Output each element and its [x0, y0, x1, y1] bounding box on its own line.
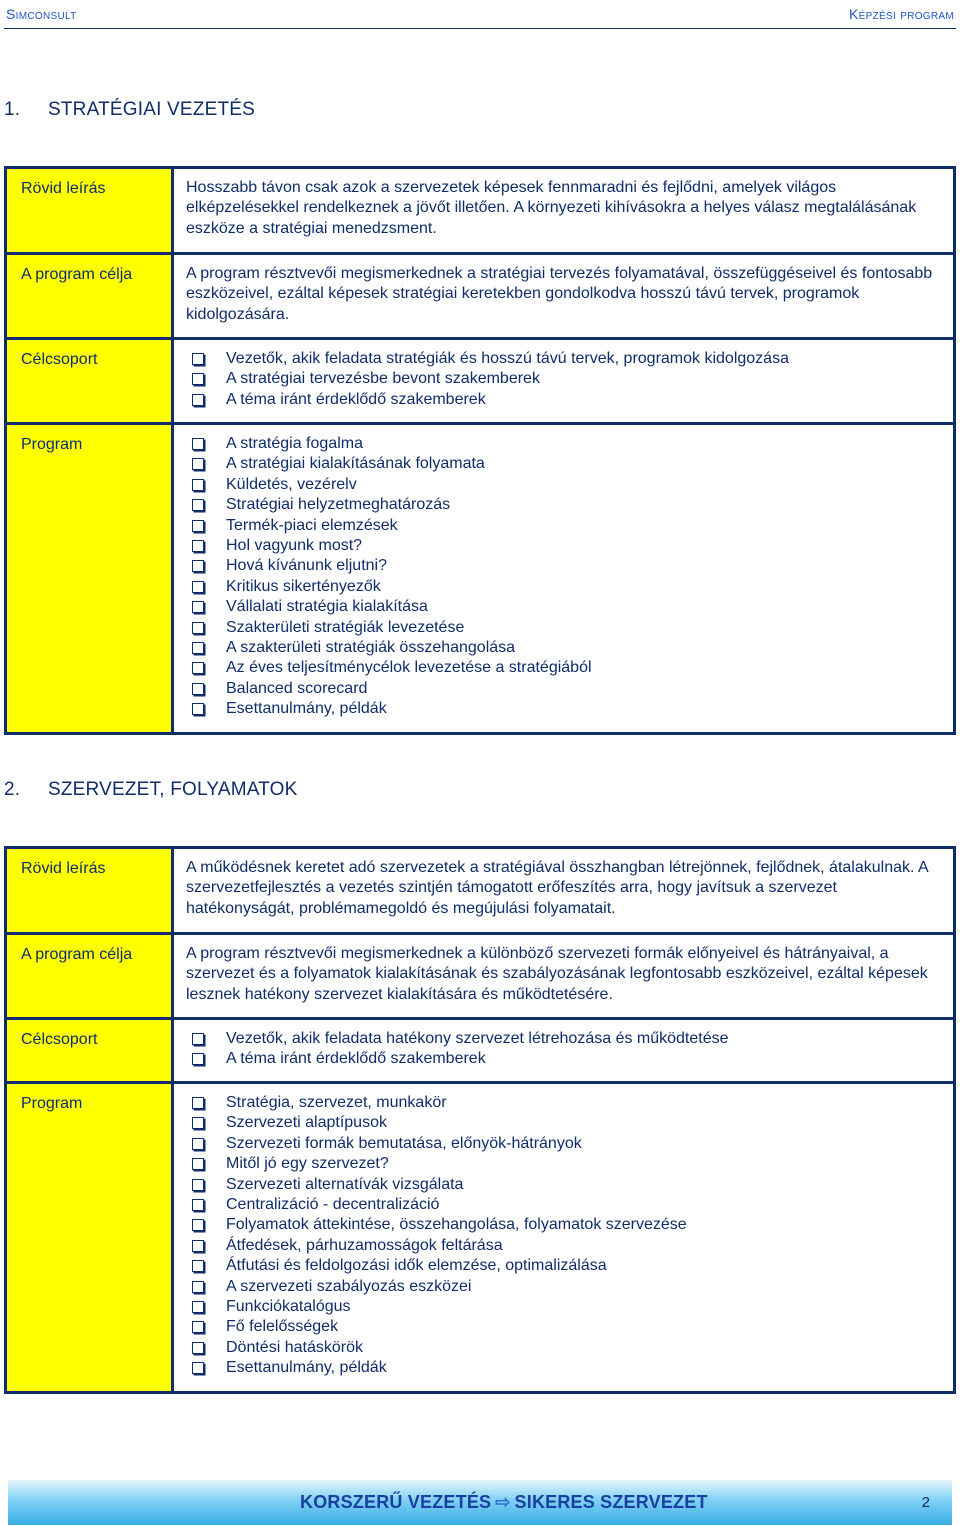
list-item-text: A stratégia fogalma [226, 435, 363, 452]
list-item [186, 1317, 935, 1337]
row-label: Célcsoport [6, 339, 173, 424]
footer-slogan [300, 1492, 708, 1513]
checkbox-bullet-icon [192, 1321, 204, 1333]
checkbox-bullet-icon [192, 499, 204, 511]
list-item-text: Stratégia, szervezet, munkakör [226, 1094, 447, 1111]
checkbox-bullet-icon [192, 683, 204, 695]
list-item [186, 679, 935, 699]
checkbox-list [186, 1029, 935, 1070]
list-item-text: Küldetés, vezérelv [226, 475, 357, 493]
list-item [186, 1029, 935, 1049]
checkbox-bullet-icon [192, 1179, 204, 1191]
checkbox-bullet-icon [192, 1219, 204, 1231]
document-type: Képzési program [849, 6, 954, 22]
row-text: Hosszabb távon csak azok a szervezetek képesek fennmaradni és fejlődni, amelyek világos elképzelésekkel rendelkeznek a jövőt illetően. A környezeti kihívásokra a helyes válasz megtalálásának eszköze a stratégiai menedzsment. [173, 168, 955, 254]
checkbox-bullet-icon [192, 1342, 204, 1354]
row-target-group [6, 339, 955, 424]
checkbox-list [186, 434, 935, 720]
list-item-text: Centralizáció - decentralizáció [226, 1196, 440, 1214]
list-item [186, 1175, 935, 1195]
checkbox-bullet-icon [192, 540, 204, 552]
list-item [186, 638, 935, 658]
list-item [186, 658, 935, 678]
section-number: 2. [4, 779, 21, 800]
list-item [186, 495, 935, 515]
list-item [186, 1113, 935, 1133]
list-item [186, 434, 935, 454]
checkbox-bullet-icon [192, 1260, 204, 1272]
list-item-text: Folyamatok áttekintése, összehangolása, folyamatok szervezése [226, 1216, 687, 1234]
arrow-right-icon: ⇨ [495, 1492, 511, 1512]
list-item [186, 1338, 935, 1358]
checkbox-bullet-icon [192, 601, 204, 613]
list-item-text: Szervezeti alaptípusok [226, 1114, 387, 1132]
list-item-text: A stratégiai tervezésbe bevont szakemberek [226, 370, 540, 388]
checkbox-bullet-icon [192, 1117, 204, 1129]
checkbox-bullet-icon [192, 373, 204, 385]
module-table-1 [4, 166, 956, 735]
list-item [186, 1154, 935, 1174]
list-item [186, 1358, 935, 1378]
checkbox-bullet-icon [192, 479, 204, 491]
list-item [186, 536, 935, 556]
list-item-text: Vezetők, akik feladata hatékony szervezet létrehozása és működtetése [226, 1030, 729, 1047]
list-item-text: Kritikus sikertényezők [226, 577, 381, 595]
list-item-text: Balanced scorecard [226, 679, 368, 697]
checkbox-bullet-icon [192, 1053, 204, 1065]
section-heading-1 [4, 99, 255, 121]
checkbox-bullet-icon [192, 1362, 204, 1374]
row-text: A program résztvevői megismerkednek a különböző szervezeti formák előnyeivel és hátrányaival, a szervezet és a folyamatok kialakításának és szabályozásának legfontosabb eszközeivel, ezáltal képesek lesznek hatékony szervezet kialakítására és működtetésére. [173, 934, 955, 1019]
checkbox-bullet-icon [192, 1281, 204, 1293]
row-list [173, 1019, 955, 1083]
checkbox-bullet-icon [192, 394, 204, 406]
list-item-text: Átfutási és feldolgozási idők elemzése, optimalizálása [226, 1257, 607, 1275]
list-item [186, 516, 935, 536]
list-item [186, 1093, 935, 1113]
footer-slogan-left: KORSZERŰ VEZETÉS [300, 1492, 492, 1512]
checkbox-bullet-icon [192, 1301, 204, 1313]
list-item-text: Átfedések, párhuzamosságok feltárása [226, 1236, 503, 1254]
list-item [186, 556, 935, 576]
checkbox-bullet-icon [192, 1199, 204, 1211]
list-item [186, 390, 935, 410]
list-item-text: Döntési hatáskörök [226, 1338, 363, 1356]
row-short-description [6, 168, 955, 254]
list-item-text: Funkciókatalógus [226, 1298, 351, 1316]
list-item [186, 1256, 935, 1276]
row-short-description [6, 848, 955, 934]
list-item [186, 1277, 935, 1297]
list-item-text: Esettanulmány, példák [226, 700, 387, 718]
checkbox-bullet-icon [192, 662, 204, 674]
list-item [186, 577, 935, 597]
list-item-text: A szakterületi stratégiák összehangolása [226, 639, 516, 657]
row-list [173, 424, 955, 734]
list-item-text: A téma iránt érdeklődő szakemberek [226, 1050, 486, 1068]
checkbox-bullet-icon [192, 438, 204, 450]
module-table-2 [4, 846, 956, 1394]
list-item [186, 1134, 935, 1154]
list-item [186, 1049, 935, 1069]
row-label: Program [6, 1083, 173, 1393]
list-item [186, 1195, 935, 1215]
list-item-text: Vállalati stratégia kialakítása [226, 598, 428, 616]
checkbox-bullet-icon [192, 581, 204, 593]
section-title: SZERVEZET, FOLYAMATOK [48, 779, 298, 800]
list-item [186, 699, 935, 719]
list-item-text: A téma iránt érdeklődő szakemberek [226, 390, 486, 408]
checkbox-bullet-icon [192, 353, 204, 365]
checkbox-bullet-icon [192, 1033, 204, 1045]
row-program [6, 424, 955, 734]
row-label: Program [6, 424, 173, 734]
list-item [186, 618, 935, 638]
checkbox-list [186, 349, 935, 410]
list-item-text: Esettanulmány, példák [226, 1359, 387, 1377]
list-item-text: Vezetők, akik feladata stratégiák és hosszú távú tervek, programok kidolgozása [226, 350, 789, 367]
list-item-text: A stratégiai kialakításának folyamata [226, 455, 485, 473]
section-heading-2 [4, 779, 298, 801]
row-label: A program célja [6, 934, 173, 1019]
list-item-text: Szervezeti alternatívák vizsgálata [226, 1175, 464, 1193]
page-number: 2 [921, 1494, 930, 1511]
list-item [186, 1215, 935, 1235]
list-item-text: Az éves teljesítménycélok levezetése a stratégiából [226, 659, 592, 677]
list-item-text: A szervezeti szabályozás eszközei [226, 1277, 472, 1295]
row-program-goal [6, 254, 955, 339]
row-program [6, 1083, 955, 1393]
row-label: Célcsoport [6, 1019, 173, 1083]
page-header [4, 0, 956, 29]
checkbox-list [186, 1093, 935, 1379]
row-label: Rövid leírás [6, 848, 173, 934]
list-item [186, 349, 935, 369]
footer-slogan-right: SIKERES SZERVEZET [514, 1492, 708, 1512]
list-item [186, 475, 935, 495]
checkbox-bullet-icon [192, 520, 204, 532]
list-item-text: Szakterületi stratégiák levezetése [226, 618, 465, 636]
checkbox-bullet-icon [192, 703, 204, 715]
checkbox-bullet-icon [192, 642, 204, 654]
list-item [186, 597, 935, 617]
checkbox-bullet-icon [192, 1240, 204, 1252]
row-text: A működésnek keretet adó szervezetek a stratégiával összhangban létrejönnek, fejlődnek, átalakulnak. A szervezetfejlesztés a vezetés szintjén támogatott erőfeszítés arra, hogy javítsuk a szervezet hatékonyságát, problémamegoldó és megújulási folyamatait. [173, 848, 955, 934]
list-item [186, 369, 935, 389]
list-item-text: Termék-piaci elemzések [226, 516, 398, 534]
company-name: Simconsult [6, 6, 77, 22]
checkbox-bullet-icon [192, 1158, 204, 1170]
list-item-text: Stratégiai helyzetmeghatározás [226, 496, 451, 514]
checkbox-bullet-icon [192, 560, 204, 572]
checkbox-bullet-icon [192, 458, 204, 470]
list-item [186, 1297, 935, 1317]
row-program-goal [6, 934, 955, 1019]
list-item-text: Szervezeti formák bemutatása, előnyök-hátrányok [226, 1134, 582, 1152]
section-title: STRATÉGIAI VEZETÉS [48, 99, 256, 120]
section-number: 1. [4, 99, 21, 120]
list-item [186, 454, 935, 474]
row-label: Rövid leírás [6, 168, 173, 254]
checkbox-bullet-icon [192, 1097, 204, 1109]
list-item-text: Hová kívánunk eljutni? [226, 557, 387, 575]
row-text: A program résztvevői megismerkednek a stratégiai tervezés folyamatával, összefüggéseivel és fontosabb eszközeivel, ezáltal képesek stratégiai keretekben gondolkodva hosszú távú tervek, programok kidolgozására. [173, 254, 955, 339]
row-target-group [6, 1019, 955, 1083]
checkbox-bullet-icon [192, 1138, 204, 1150]
row-list [173, 339, 955, 424]
row-label: A program célja [6, 254, 173, 339]
row-list [173, 1083, 955, 1393]
list-item-text: Mitől jó egy szervezet? [226, 1155, 389, 1173]
list-item-text: Hol vagyunk most? [226, 537, 363, 555]
checkbox-bullet-icon [192, 622, 204, 634]
list-item [186, 1236, 935, 1256]
list-item-text: Fő felelősségek [226, 1318, 339, 1336]
footer-band [8, 1480, 952, 1525]
